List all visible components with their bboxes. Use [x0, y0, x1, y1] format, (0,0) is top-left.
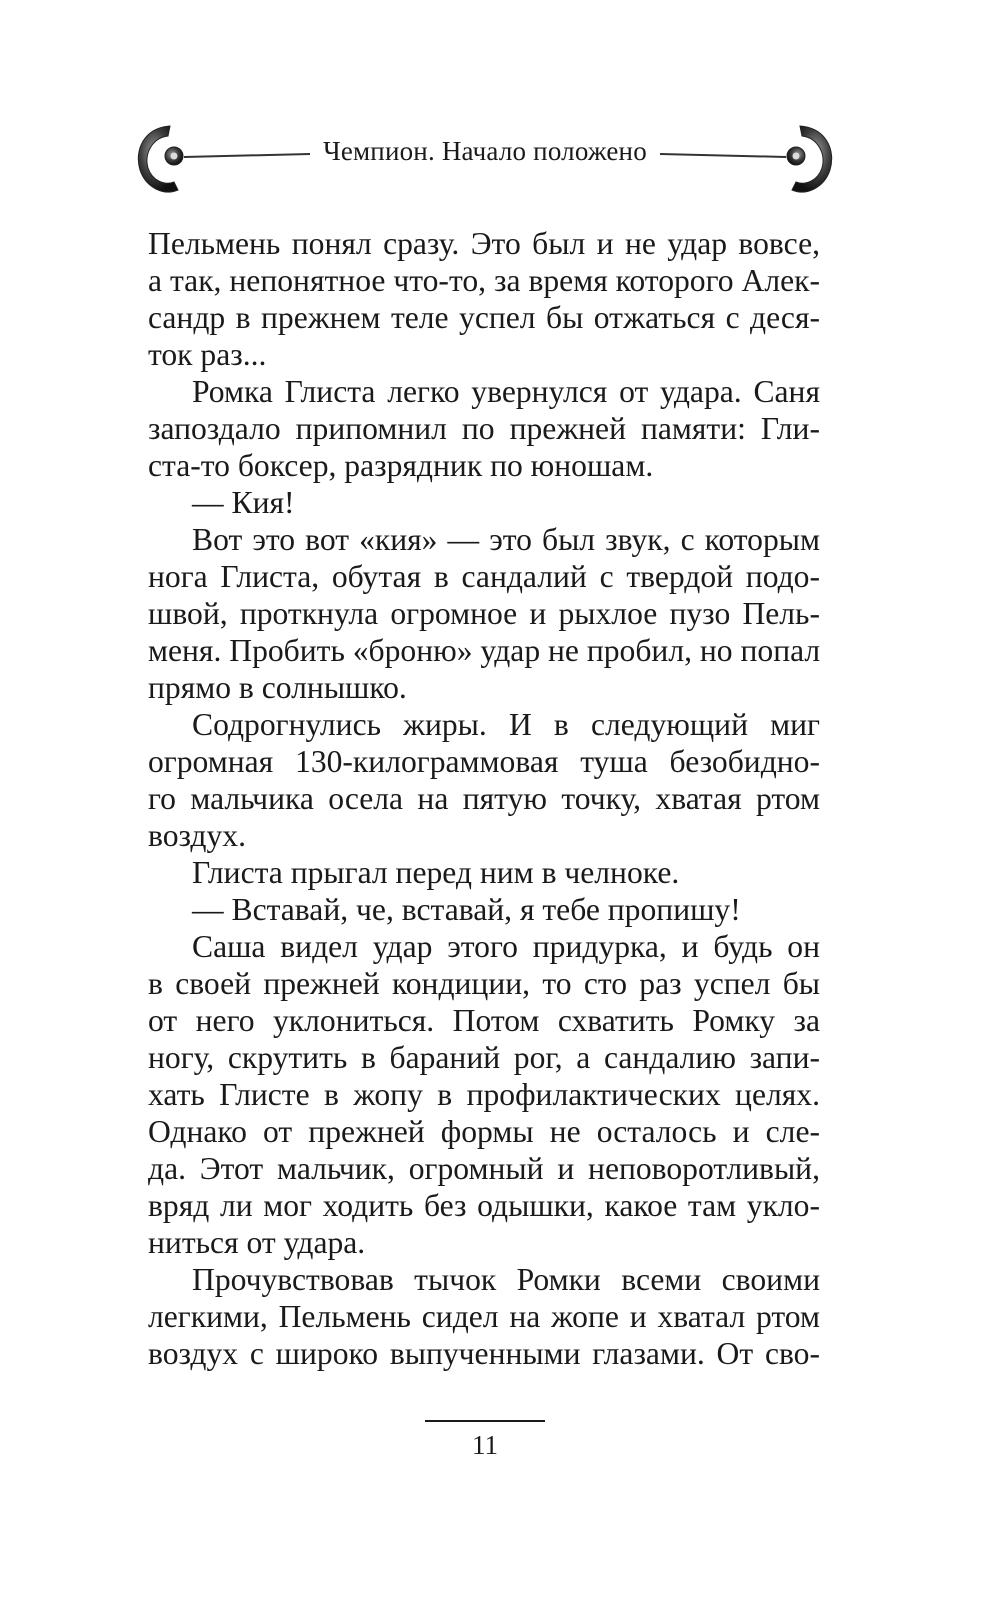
text-line: легкими, Пельмень сидел на жопе и хватал ртом [148, 1299, 820, 1334]
text-line: воздух с широко выпученными глазами. От сво- [148, 1336, 820, 1371]
ring-ornament-icon [660, 120, 840, 200]
text-line: Однако от прежней формы не осталось и сле- [148, 1114, 820, 1149]
text-line: от него уклониться. Потом схватить Ромку за [148, 1003, 820, 1038]
text-line: — Кия! [192, 485, 295, 520]
text-line: ста-то боксер, разрядник по юношам. [148, 448, 654, 483]
text-line: — Вставай, че, вставай, я тебе пропишу! [192, 892, 741, 927]
footer-rule [425, 1420, 545, 1422]
body-text [148, 225, 820, 1372]
text-line: Вот это вот «кия» — это был звук, с которым [192, 522, 820, 557]
text-line: хать Глисте в жопу в профилактических целях. [148, 1077, 820, 1112]
text-line: швой, проткнула огромное и рыхлое пузо Пель- [148, 596, 820, 631]
page-number: 11 [472, 1430, 498, 1460]
text-line: а так, непонятное что-то, за время которого Алек- [148, 263, 820, 298]
text-line: прямо в солнышко. [148, 670, 407, 705]
text-line: го мальчика осела на пятую точку, хватая ртом [148, 781, 820, 816]
text-line: вряд ли мог ходить без одышки, какое там укло- [148, 1188, 820, 1223]
text-line: огромная 130-килограммовая туша безобидно- [148, 744, 820, 779]
text-line: ток раз... [148, 337, 267, 372]
text-line: да. Этот мальчик, огромный и неповоротливый, [148, 1151, 820, 1186]
text-line: Содрогнулись жиры. И в следующий миг [192, 707, 820, 742]
text-line: Ромка Глиста легко увернулся от удара. Саня [192, 374, 820, 409]
text-line: Прочувствовав тычок Ромки всеми своими [192, 1262, 820, 1297]
text-line: Глиста прыгал перед ним в челноке. [192, 855, 680, 890]
text-line: воздух. [148, 818, 246, 853]
text-line: ногу, скрутить в бараний рог, а сандалию запи- [148, 1040, 820, 1075]
text-line: сандр в прежнем теле успел бы отжаться с деся- [148, 300, 820, 335]
text-line: запоздало припомнил по прежней памяти: Гли- [148, 411, 820, 446]
text-line: Пельмень понял сразу. Это был и не удар вовсе, [148, 226, 820, 261]
running-header [130, 120, 840, 200]
running-title: Чемпион. Начало положено [323, 136, 647, 166]
text-line: Саша видел удар этого придурка, и будь он [192, 929, 820, 964]
text-line: меня. Пробить «броню» удар не пробил, но попал [148, 633, 821, 668]
text-line: в своей прежней кондиции, то сто раз успел бы [148, 966, 820, 1001]
text-line: нога Глиста, обутая в сандалий с твердой подо- [148, 559, 820, 594]
text-line: ниться от удара. [148, 1225, 366, 1260]
